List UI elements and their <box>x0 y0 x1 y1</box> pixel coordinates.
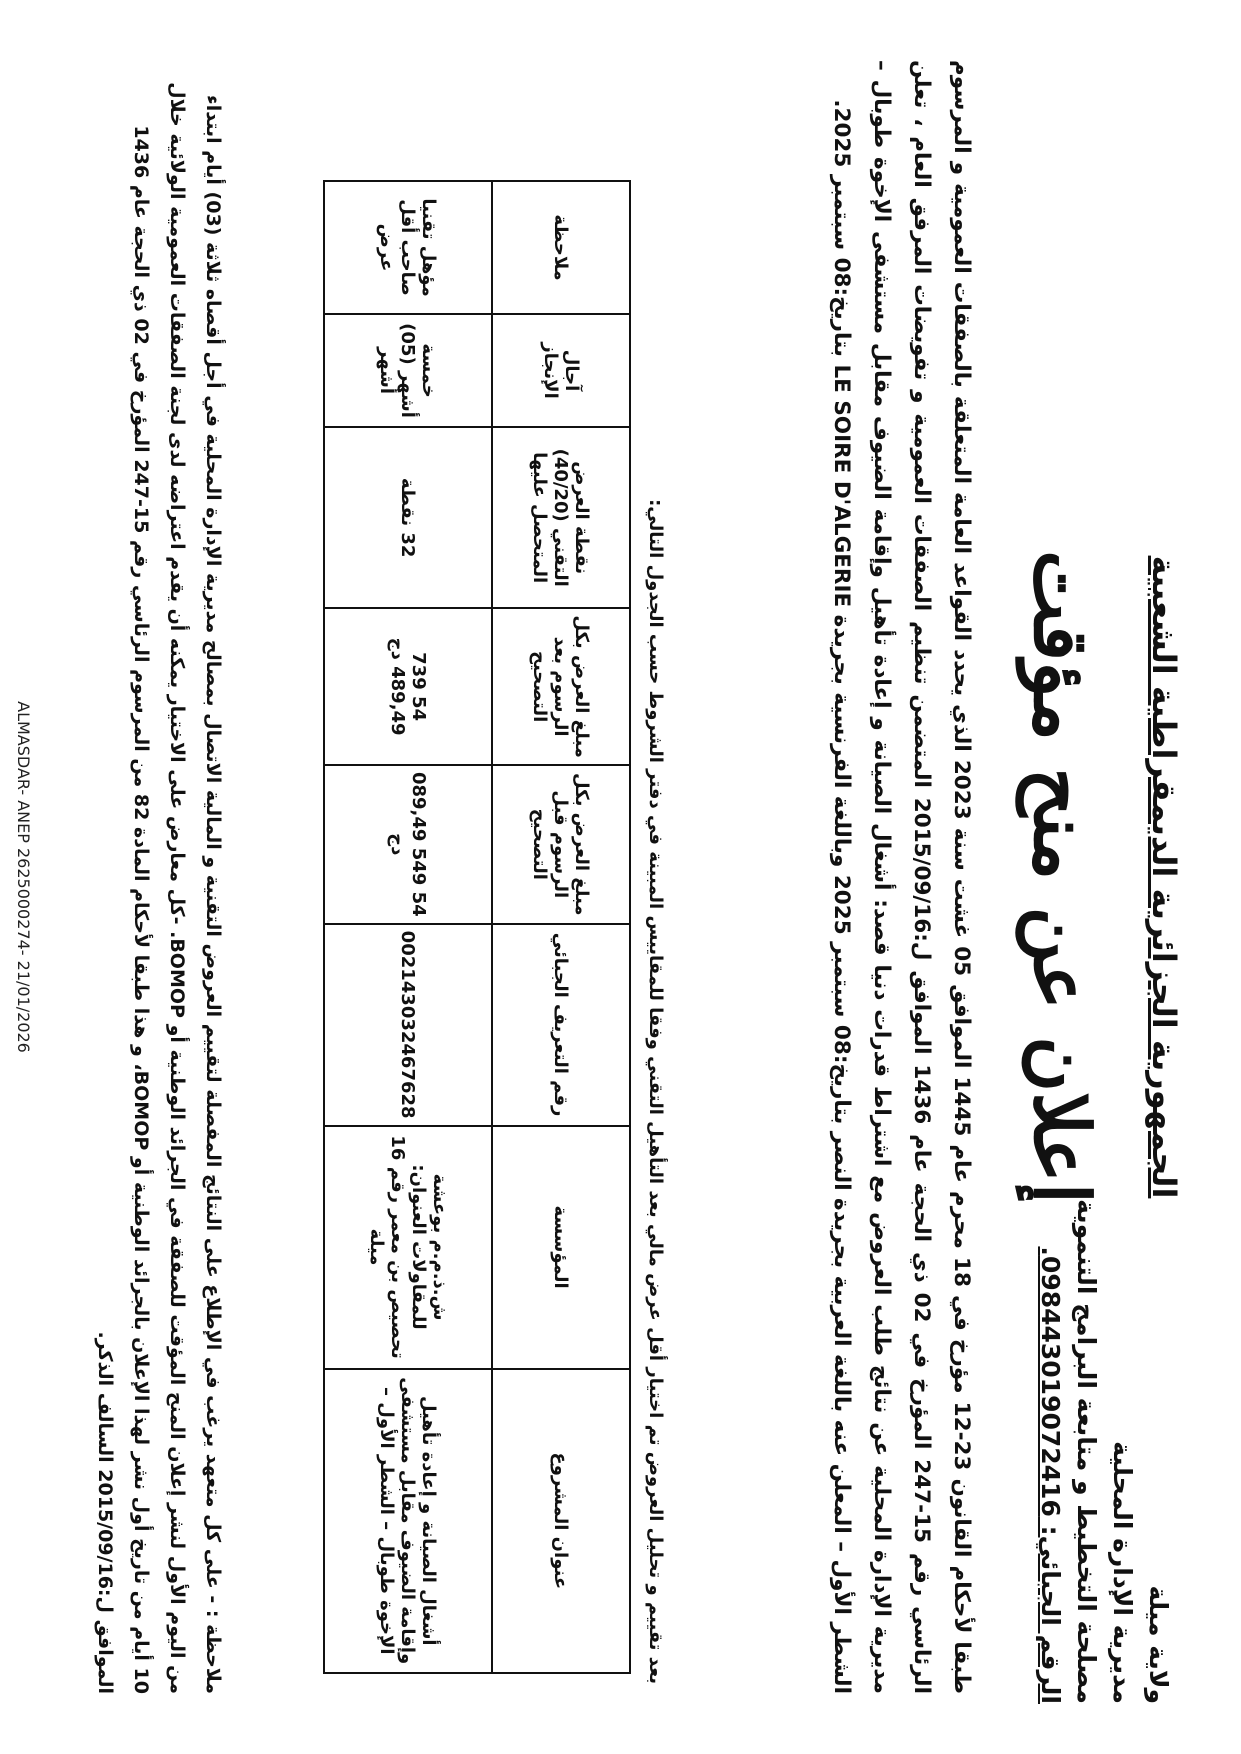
col-company: المؤسسة <box>492 1126 630 1369</box>
service-name: مصلحة التخطيط و متابعة البرامج التنموية <box>1072 1199 1101 1704</box>
table-header-row <box>492 181 630 1673</box>
cell-company: ش.ذ.م.م بوعشة للمقاولات العنوان: تحصيص بن معمر رقم 16 ميلة <box>324 1126 492 1369</box>
col-project-title: عنوان المشروع <box>492 1369 630 1673</box>
republic-heading: الجمهورية الجزائرية الديمقراطية الشعبية <box>1145 555 1183 1199</box>
cell-deadline: خمسة أشهر (05) أشهر <box>324 314 492 427</box>
cell-project-title: أشغال الصيانة و إعادة تأهيل وإقامة الضيوف مقابل مستشفى الإخوة طوبال – الشطر الأول – <box>324 1369 492 1673</box>
col-amount-after: مبلغ العرض بكل الرسوم بعد التصحيح <box>492 608 630 765</box>
award-table <box>323 180 631 1674</box>
cell-amount-after: 54 739 489,49 دج <box>324 608 492 765</box>
col-tax-id: رقم التعريف الجبائي <box>492 924 630 1126</box>
col-amount-before: مبلغ العرض بكل الرسوم قبل التصحيح <box>492 765 630 924</box>
announcement-body: طبقا لأحكام القانون 23-12 مؤرخ في 18 محرم عام 1445 الموافق 05 غشت سنة 2023 الذي يحدد القواعد العامة المتعلقة بالصفقات العمومية و المرسوم الرئاسي رقم 15-247 المؤرخ في 02 ذي الحجة عام 1436 الموافق ل:2015/09/16 المتضمن تنظيم الصفقات العمومية و تفويضات المرفق العام ، تعلن مديرية الإدارة المحلية عن نتائج طلب العروض مع اشتراط قدرات دنيا قصد: أشغال الصيانة و إعادة تأهيل وإقامة الضيوف مقابل مستشفى الإخوة طوبال – الشطر الأول – المعلن عنه باللغة العربية بجريدة النصر بتاريخ:08 سبتمبر 2025 وباللغة الفرنسية بجريدة LE SOIRE D'ALGERIE بتاريخ:08 سبتمبر 2025. <box>829 60 974 1694</box>
publication-reference: ALMASDAR- ANEP 2625000274- 21/01/2026 <box>14 701 33 1053</box>
wilaya-name: ولاية ميلة <box>1144 1585 1173 1704</box>
tax-id: الرقم الجبائي: 098443019072416. <box>1036 1246 1065 1704</box>
announcement-title: إعلان عن منح مؤقت <box>1017 550 1106 1204</box>
table-row <box>324 181 492 1673</box>
cell-remark: مؤهل تقنيا صاحب أقل عرض <box>324 181 492 314</box>
cell-tax-id: 002143032467628 <box>324 924 492 1126</box>
table-intro: بعد تقييم و تحليل العروض تم اختيار أقل عرض مالي بعد التأهيل التقني وفقا للمقاييس المبينة في دفتر الشروط حسب الجدول التالي: <box>645 499 666 1684</box>
col-technical-score: نقطة العرض التقني (40/20) المتحصل عليها <box>492 427 630 608</box>
col-remark: ملاحظة <box>492 181 630 314</box>
cell-amount-before: 54 549 089,49 دج <box>324 765 492 924</box>
cell-technical-score: 32 نقطة <box>324 427 492 608</box>
col-deadline: آجال الإنجاز <box>492 314 630 427</box>
remarks-note: ملاحظة : - على كل متعهد يرغب في الإطلاع على النتائج المفصلة لتقييم العروض التقنية و المالية الاتصال بمصالح مديرية الإدارة المحلية في أجل أقصاه ثلاثة (03) أيام ابتداء من اليوم الأول لنشر إعلان المنح المؤقت للصفقة في الجرائد الوطنية أو BOMOP. -كل معارض على الاختيار يمكنه أن يقدم اعتراضه لدى لجنة الصفقات العمومية الولائية خلال 10 أيام من تاريخ أول نشر لهذا الإعلان بالجرائد الوطنية أو BOMOP، و هذا طبقا لأحكام المادة 82 من المرسوم الرئاسي رقم 15-247 المؤرخ في 02 ذي الحجة عام 1436 الموافق ل:2015/09/16 السالف الذكر. <box>94 82 224 1694</box>
directorate-name: مديرية الإدارة المحلية <box>1108 1441 1137 1704</box>
